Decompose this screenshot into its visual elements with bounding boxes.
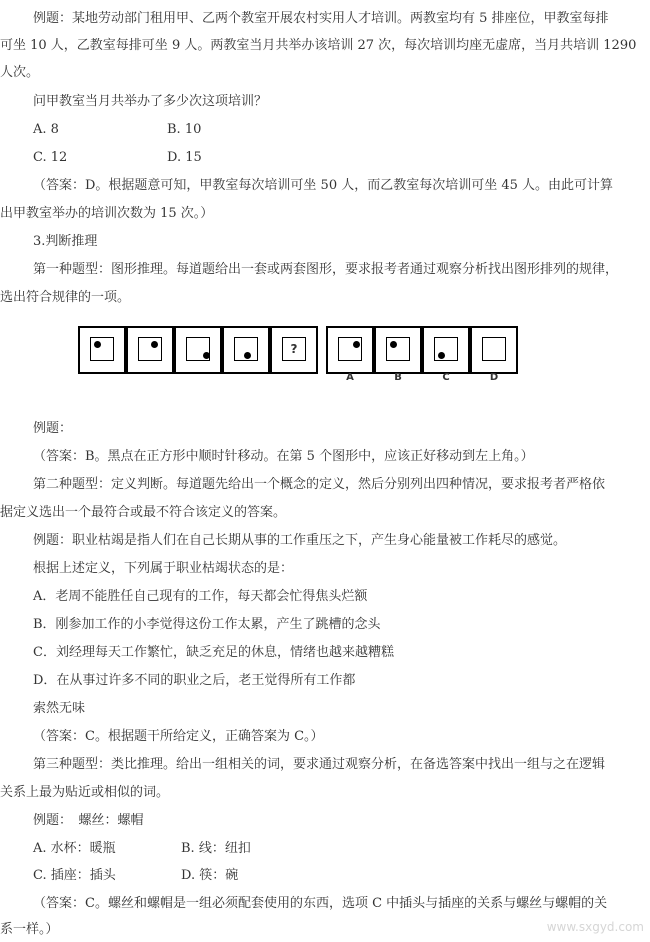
option-label-b: B	[394, 372, 402, 383]
paragraph-line: 可坐 10 人，乙教室每排可坐 9 人。两教室当月共举办该培训 27 次，每次培训均座无虚席，当月共培训 1290	[0, 38, 637, 53]
option-b: B．刚参加工作的小李觉得这份工作太累，产生了跳槽的念头	[33, 617, 381, 632]
option-c: C. 12	[33, 150, 68, 165]
option-a: A. 8	[33, 122, 59, 137]
paragraph-line: 例题：某地劳动部门租用甲、乙两个教室开展农村实用人才培训。两教室均有 5 排座位，甲教室每排	[33, 11, 609, 26]
paragraph-line: 人次。	[0, 65, 40, 80]
watermark: www.sxgyd.com	[546, 920, 644, 934]
answer-line: （答案：C。螺丝和螺帽是一组必须配套使用的东西，选项 C 中插头与插座的关系与螺丝与螺帽的关	[33, 896, 608, 911]
option-d-continued: 索然无味	[33, 701, 86, 716]
option-c: C．刘经理每天工作繁忙，缺乏充足的休息，情绪也越来越糟糕	[33, 645, 394, 660]
option-a: A. 水杯：暖瓶	[33, 841, 116, 856]
option-b: B. 10	[167, 122, 202, 137]
black-dot-icon	[151, 341, 158, 348]
question-line: 根据上述定义，下列属于职业枯竭状态的是：	[33, 561, 294, 576]
paragraph-line: 第一种题型：图形推理。每道题给出一套或两套图形，要求报考者通过观察分析找出图形排列的规律，	[33, 262, 619, 277]
paragraph-line: 例题：职业枯竭是指人们在自己长期从事的工作重压之下，产生身心能量被工作耗尽的感觉。	[33, 533, 567, 548]
answer-line: （答案：C。根据题干所给定义，正确答案为 C。）	[33, 729, 324, 744]
section-heading: 3.判断推理	[33, 234, 98, 249]
option-d: D. 筷：碗	[181, 868, 239, 883]
figure-2	[126, 326, 174, 374]
black-dot-icon	[390, 341, 397, 348]
paragraph-line: 例题：	[33, 421, 73, 436]
black-dot-icon	[438, 352, 445, 359]
figure-5	[270, 326, 318, 374]
option-figure-d	[470, 326, 518, 374]
answer-line: （答案：D。根据题意可知，甲教室每次培训可坐 50 人，而乙教室每次培训可坐 45 人。由此可计算	[33, 178, 614, 193]
black-dot-icon	[244, 352, 251, 359]
paragraph-line: 第三种题型：类比推理。给出一组相关的词，要求通过观察分析，在备选答案中找出一组与之在逻辑	[33, 757, 606, 772]
black-dot-icon	[94, 341, 101, 348]
paragraph-line: 据定义选出一个最符合或最不符合该定义的答案。	[0, 505, 287, 520]
option-label-c: C	[442, 372, 450, 383]
figure-reasoning-puzzle	[78, 316, 605, 390]
question-line: 例题： 螺丝：螺帽	[33, 813, 144, 828]
question-mark: ?	[290, 342, 298, 356]
option-a: A．老周不能胜任自己现有的工作，每天都会忙得焦头烂额	[33, 589, 368, 604]
answer-line: 系一样。）	[0, 922, 59, 937]
figure-4	[222, 326, 270, 374]
option-figure-b	[374, 326, 422, 374]
black-dot-icon	[353, 341, 360, 348]
option-figure-a	[326, 326, 374, 374]
option-d: D. 15	[167, 150, 202, 165]
paragraph-line: 关系上最为贴近或相似的词。	[0, 785, 170, 800]
figure-3	[174, 326, 222, 374]
option-label-a: A	[346, 372, 354, 383]
paragraph-line: 选出符合规律的一项。	[0, 290, 131, 305]
answer-line: （答案：B。黑点在正方形中顺时针移动。在第 5 个图形中，应该正好移动到左上角。）	[33, 449, 534, 464]
answer-line: 出甲教室举办的培训次数为 15 次。）	[0, 206, 214, 221]
figure-1	[78, 326, 126, 374]
option-c: C. 插座：插头	[33, 868, 116, 883]
question-line: 问甲教室当月共举办了多少次这项培训？	[33, 94, 268, 109]
paragraph-line: 第二种题型：定义判断。每道题先给出一个概念的定义，然后分别列出四种情况，要求报考者严格依	[33, 477, 606, 492]
option-b: B. 线：纽扣	[181, 841, 251, 856]
black-dot-icon	[203, 352, 210, 359]
option-label-d: D	[489, 372, 499, 383]
option-figure-c	[422, 326, 470, 374]
option-d: D．在从事过许多不同的职业之后，老王觉得所有工作都	[33, 673, 356, 688]
